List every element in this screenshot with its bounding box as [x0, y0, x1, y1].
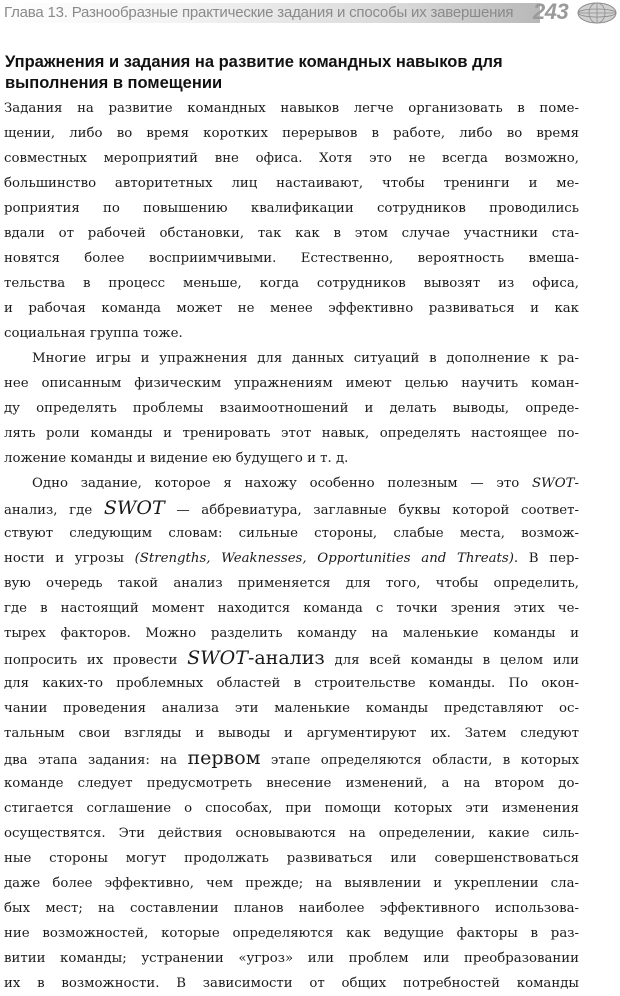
- text-line: Многие игры и упражнения для данных ситуаций в дополнение к ра-: [32, 351, 579, 366]
- text-line: Задания на развитие командных навыков легче организовать в поме-: [4, 101, 579, 116]
- text-line: вую очередь такой анализ применяется для того, чтобы определить,: [4, 576, 579, 591]
- text-line: чании проведения анализа эти маленькие команды представляют ос-: [4, 701, 579, 716]
- emphasized-word: первом: [187, 747, 261, 769]
- text-line: большинство авторитетных лиц настаивают, чтобы тренинги и ме-: [4, 176, 579, 191]
- text-line: команде следует предусмотреть внесение изменений, а на втором до-: [4, 776, 579, 791]
- text-line: совместных мероприятий вне офиса. Хотя это не всегда возможно,: [4, 151, 579, 166]
- text-line: [4, 496, 579, 521]
- text-line: стигается соглашение о способах, при помощи которых эти изменения: [4, 801, 579, 816]
- swot-term: SWOT: [531, 476, 575, 491]
- paragraph-2: [4, 346, 579, 471]
- text-line: осуществятся. Эти действия основываются на определении, какие силь-: [4, 826, 579, 841]
- text-line: и рабочая команда может не менее эффективно развиваться и как: [4, 301, 579, 316]
- text-run: для всей команды в целом или: [324, 653, 579, 668]
- text-line: [4, 471, 579, 496]
- text-run: В пер-: [518, 551, 579, 566]
- text-line: ду определять проблемы взаимоотношений и делать выводы, опреде-: [4, 401, 579, 416]
- text-line: тырех факторов. Можно разделить команду на маленькие команды и: [4, 626, 579, 641]
- swot-term: SWOT: [103, 497, 165, 519]
- text-line: тальным свои взгляды и выводы и аргументируют их. Затем следуют: [4, 726, 579, 741]
- page-header: [0, 0, 620, 24]
- text-run: -: [574, 476, 579, 491]
- globe-icon: [576, 1, 618, 25]
- body-text: [4, 96, 579, 996]
- text-run: этапе определяются области, в которых: [260, 753, 579, 768]
- text-run: два этапа задания: на: [4, 753, 188, 768]
- text-line: витии команды; устранении «угроз» или проблем или преобразовании: [4, 951, 579, 966]
- paragraph-1: [4, 96, 579, 346]
- text-line: [4, 646, 579, 671]
- text-line: нее описанным физическим упражнениям имеют целью научить коман-: [4, 376, 579, 391]
- text-run: Одно задание, которое я нахожу особенно полезным — это: [32, 476, 532, 491]
- section-title-line: выполнения в помещении: [5, 74, 223, 92]
- text-line: ложение команды и видение ею будущего и т. д.: [4, 451, 349, 466]
- text-line: даже более эффективно, чем прежде; на выявлении и укреплении сла-: [4, 876, 579, 891]
- text-line: ние возможностей, которые определяются как ведущие факторы в раз-: [4, 926, 579, 941]
- english-terms: (Strengths, Weaknesses, Opportunities and Threats).: [134, 551, 519, 566]
- text-line: бых мест; на составлении планов наиболее эффективного использова-: [4, 901, 579, 916]
- section-title: [5, 52, 585, 94]
- chapter-title: Глава 13. Разнообразные практические задания и способы их завершения: [4, 4, 514, 21]
- text-line: для каких-то проблемных областей в строительстве команды. По окон-: [4, 676, 579, 691]
- swot-term-suffix: -анализ: [247, 647, 325, 669]
- text-run: — аббревиатура, заглавные буквы которой соответ-: [164, 503, 580, 518]
- text-line: лять роли команды и тренировать этот навык, определять настоящее по-: [4, 426, 579, 441]
- swot-term: SWOT: [187, 647, 248, 669]
- text-run: анализ, где: [4, 503, 104, 518]
- text-line: где в настоящий момент находится команда с точки зрения этих че-: [4, 601, 579, 616]
- text-run: ности и угрозы: [4, 551, 135, 566]
- section-title-line: Упражнения и задания на развитие командных навыков для: [5, 53, 503, 71]
- page-number: 243: [533, 0, 569, 24]
- text-line: новятся более восприимчивыми. Естественно, вероятность вмеша-: [4, 251, 579, 266]
- text-line: [4, 546, 579, 571]
- text-line: их в возможности. В зависимости от общих потребностей команды: [4, 976, 579, 991]
- text-line: ные стороны могут продолжать развиваться или совершенствоваться: [4, 851, 579, 866]
- text-line: ствуют следующим словам: сильные стороны, слабые места, возмож-: [4, 526, 579, 541]
- text-line: щении, либо во время коротких перерывов в работе, либо во время: [4, 126, 579, 141]
- text-line: социальная группа тоже.: [4, 326, 183, 341]
- text-line: вдали от рабочей обстановки, так как в этом случае участники ста-: [4, 226, 579, 241]
- text-line: роприятия по повышению квалификации сотрудников проводились: [4, 201, 579, 216]
- text-line: тельства в процесс меньше, когда сотрудников вывозят из офиса,: [4, 276, 579, 291]
- text-run: попросить их провести: [4, 653, 188, 668]
- text-line: [4, 746, 579, 771]
- paragraph-3: [4, 471, 579, 996]
